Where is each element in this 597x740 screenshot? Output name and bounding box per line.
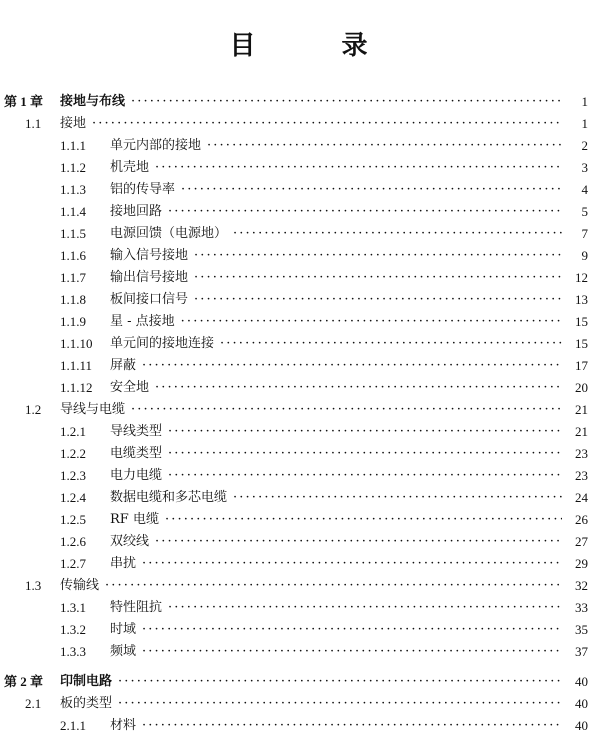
toc-subsection-entry[interactable]: [0, 377, 597, 399]
toc-dot-leader: [168, 421, 562, 443]
toc-entry-number: 1.3.3: [60, 644, 86, 659]
toc-page-number: 23: [575, 446, 588, 461]
toc-subsection-entry[interactable]: [0, 201, 597, 223]
toc-subsection-entry[interactable]: [0, 715, 597, 737]
toc-subsection-entry[interactable]: [0, 465, 597, 487]
toc-entry-title: 材料: [110, 718, 137, 733]
toc-entry-title: 屏蔽: [110, 358, 137, 373]
toc-dot-leader: [105, 575, 562, 597]
toc-entry-title: 串扰: [110, 556, 137, 571]
toc-entry-title: 电源回馈（电源地）: [110, 226, 228, 241]
toc-entry-number: 1.1.10: [60, 336, 93, 351]
toc-section-entry[interactable]: [0, 113, 597, 135]
toc-entry-number: 2.1.1: [60, 718, 86, 733]
toc-page-number: 27: [575, 534, 588, 549]
toc-entry-title: 电缆类型: [110, 446, 163, 461]
toc-page-number: 40: [575, 696, 588, 711]
toc-page-number: 40: [575, 718, 588, 733]
toc-subsection-entry[interactable]: [0, 421, 597, 443]
toc-subsection-entry[interactable]: [0, 267, 597, 289]
toc-section-entry[interactable]: [0, 399, 597, 421]
toc-dot-leader: [142, 553, 562, 575]
toc-page-number: 7: [581, 226, 588, 241]
toc-dot-leader: [194, 289, 562, 311]
toc-entry-number: 1.1.5: [60, 226, 86, 241]
toc-section-entry[interactable]: [0, 693, 597, 715]
toc-entry-title: 接地与布线: [60, 94, 126, 109]
toc-page-number: 4: [581, 182, 588, 197]
toc-subsection-entry[interactable]: [0, 531, 597, 553]
toc-page-number: 1: [581, 116, 588, 131]
toc-page-number: 12: [575, 270, 588, 285]
toc-dot-leader: [220, 333, 562, 355]
toc-entry-title: 星 - 点接地: [110, 314, 175, 329]
toc-entry-title: 铝的传导率: [110, 182, 176, 197]
toc-entry-title: 双绞线: [110, 534, 150, 549]
toc-entry-number: 1.1.9: [60, 314, 86, 329]
toc-entry-title: 接地: [60, 116, 87, 131]
toc-dot-leader: [155, 157, 562, 179]
toc-entry-title: 传输线: [60, 578, 100, 593]
toc-page-number: 1: [581, 94, 588, 109]
toc-entry-number: 1.1.4: [60, 204, 86, 219]
toc-dot-leader: [131, 91, 562, 113]
toc-entry-number: 1.1.11: [60, 358, 93, 373]
toc-entry-number: 1.1.1: [60, 138, 86, 153]
toc-dot-leader: [131, 399, 562, 421]
toc-page-number: 15: [575, 336, 588, 351]
toc-page-number: 21: [575, 402, 588, 417]
toc-entry-number: 1.3.2: [60, 622, 86, 637]
toc-page-number: 33: [575, 600, 588, 615]
toc-entry-number: 第 2 章: [4, 674, 44, 689]
toc-entry-title: 频域: [110, 644, 137, 659]
toc-subsection-entry[interactable]: [0, 641, 597, 663]
toc-entry-number: 1.2.2: [60, 446, 86, 461]
toc-entry-number: 1.2.3: [60, 468, 86, 483]
toc-dot-leader: [181, 311, 562, 333]
toc-entry-number: 1.2.6: [60, 534, 86, 549]
toc-page-number: 37: [575, 644, 588, 659]
toc-page-number: 13: [575, 292, 588, 307]
toc-entry-title: 特性阻抗: [110, 600, 163, 615]
toc-entry-number: 1.1.2: [60, 160, 86, 175]
toc-page-number: 20: [575, 380, 588, 395]
toc-dot-leader: [168, 597, 562, 619]
toc-dot-leader: [207, 135, 562, 157]
toc-page-number: 21: [575, 424, 588, 439]
toc-subsection-entry[interactable]: [0, 509, 597, 531]
toc-chapter-entry[interactable]: [0, 671, 597, 693]
toc-page-number: 26: [575, 512, 588, 527]
toc-dot-leader: [168, 201, 562, 223]
toc-entry-number: 1.1.7: [60, 270, 86, 285]
toc-subsection-entry[interactable]: [0, 223, 597, 245]
toc-entry-number: 1.2.7: [60, 556, 86, 571]
toc-entry-title: 电力电缆: [110, 468, 163, 483]
toc-dot-leader: [233, 223, 562, 245]
chapter-gap: [0, 663, 597, 671]
toc-dot-leader: [168, 443, 562, 465]
toc-entry-title: 安全地: [110, 380, 150, 395]
toc-entry-number: 2.1: [25, 696, 42, 711]
toc-page-number: 17: [575, 358, 588, 373]
toc-entry-title: 导线类型: [110, 424, 163, 439]
toc-entry-title: 数据电缆和多芯电缆: [110, 490, 228, 505]
toc-subsection-entry[interactable]: [0, 311, 597, 333]
toc-dot-leader: [142, 355, 562, 377]
toc-dot-leader: [233, 487, 562, 509]
toc-subsection-entry[interactable]: [0, 597, 597, 619]
toc-entry-title: RF 电缆: [110, 512, 159, 527]
toc-entry-title: 时域: [110, 622, 137, 637]
toc-entry-number: 第 1 章: [4, 94, 44, 109]
toc-dot-leader: [142, 715, 562, 737]
toc-page-number: 5: [581, 204, 588, 219]
toc-page-number: 24: [575, 490, 588, 505]
toc-dot-leader: [165, 509, 562, 531]
toc-page-number: 2: [581, 138, 588, 153]
toc-subsection-entry[interactable]: [0, 157, 597, 179]
toc-entry-title: 输出信号接地: [110, 270, 189, 285]
toc-dot-leader: [155, 377, 562, 399]
toc-subsection-entry[interactable]: [0, 443, 597, 465]
toc-dot-leader: [168, 465, 562, 487]
toc-dot-leader: [194, 245, 562, 267]
page-title: 目 录: [229, 31, 398, 61]
toc-subsection-entry[interactable]: [0, 333, 597, 355]
toc-entry-title: 机壳地: [110, 160, 150, 175]
toc-page-number: 35: [575, 622, 588, 637]
toc-entry-title: 板间接口信号: [110, 292, 189, 307]
toc-entry-number: 1.2.5: [60, 512, 86, 527]
toc-entry-number: 1.3: [25, 578, 42, 593]
toc-dot-leader: [194, 267, 562, 289]
toc-page-number: 23: [575, 468, 588, 483]
toc-page-number: 9: [581, 248, 588, 263]
toc-page-number: 29: [575, 556, 588, 571]
toc-entry-number: 1.3.1: [60, 600, 86, 615]
toc-entry-title: 输入信号接地: [110, 248, 189, 263]
toc-entry-number: 1.1.3: [60, 182, 86, 197]
toc-page-number: 15: [575, 314, 588, 329]
toc-entry-number: 1.1.6: [60, 248, 86, 263]
toc-page-number: 40: [575, 674, 588, 689]
toc-dot-leader: [142, 619, 562, 641]
toc-entry-number: 1.1.8: [60, 292, 86, 307]
toc-entry-number: 1.2.1: [60, 424, 86, 439]
toc-subsection-entry[interactable]: [0, 487, 597, 509]
toc-entry-title: 接地回路: [110, 204, 163, 219]
toc-entry-title: 单元间的接地连接: [110, 336, 215, 351]
toc-entry-number: 1.2.4: [60, 490, 86, 505]
toc-dot-leader: [181, 179, 562, 201]
toc-subsection-entry[interactable]: [0, 355, 597, 377]
toc-entry-title: 导线与电缆: [60, 402, 126, 417]
toc-subsection-entry[interactable]: [0, 179, 597, 201]
toc-entry-number: 1.1.12: [60, 380, 93, 395]
toc-entry-title: 单元内部的接地: [110, 138, 202, 153]
toc-subsection-entry[interactable]: [0, 245, 597, 267]
toc-section-entry[interactable]: [0, 575, 597, 597]
table-of-contents: [0, 91, 597, 737]
toc-dot-leader: [142, 641, 562, 663]
toc-page-number: 3: [581, 160, 588, 175]
toc-dot-leader: [92, 113, 562, 135]
toc-entry-title: 印制电路: [60, 674, 113, 689]
toc-subsection-entry[interactable]: [0, 619, 597, 641]
toc-dot-leader: [118, 693, 562, 715]
toc-page-number: 32: [575, 578, 588, 593]
toc-dot-leader: [118, 671, 562, 693]
toc-entry-title: 板的类型: [60, 696, 113, 711]
toc-subsection-entry[interactable]: [0, 135, 597, 157]
toc-subsection-entry[interactable]: [0, 289, 597, 311]
toc-entry-number: 1.1: [25, 116, 42, 131]
toc-dot-leader: [155, 531, 562, 553]
toc-chapter-entry[interactable]: [0, 91, 597, 113]
toc-subsection-entry[interactable]: [0, 553, 597, 575]
toc-entry-number: 1.2: [25, 402, 42, 417]
